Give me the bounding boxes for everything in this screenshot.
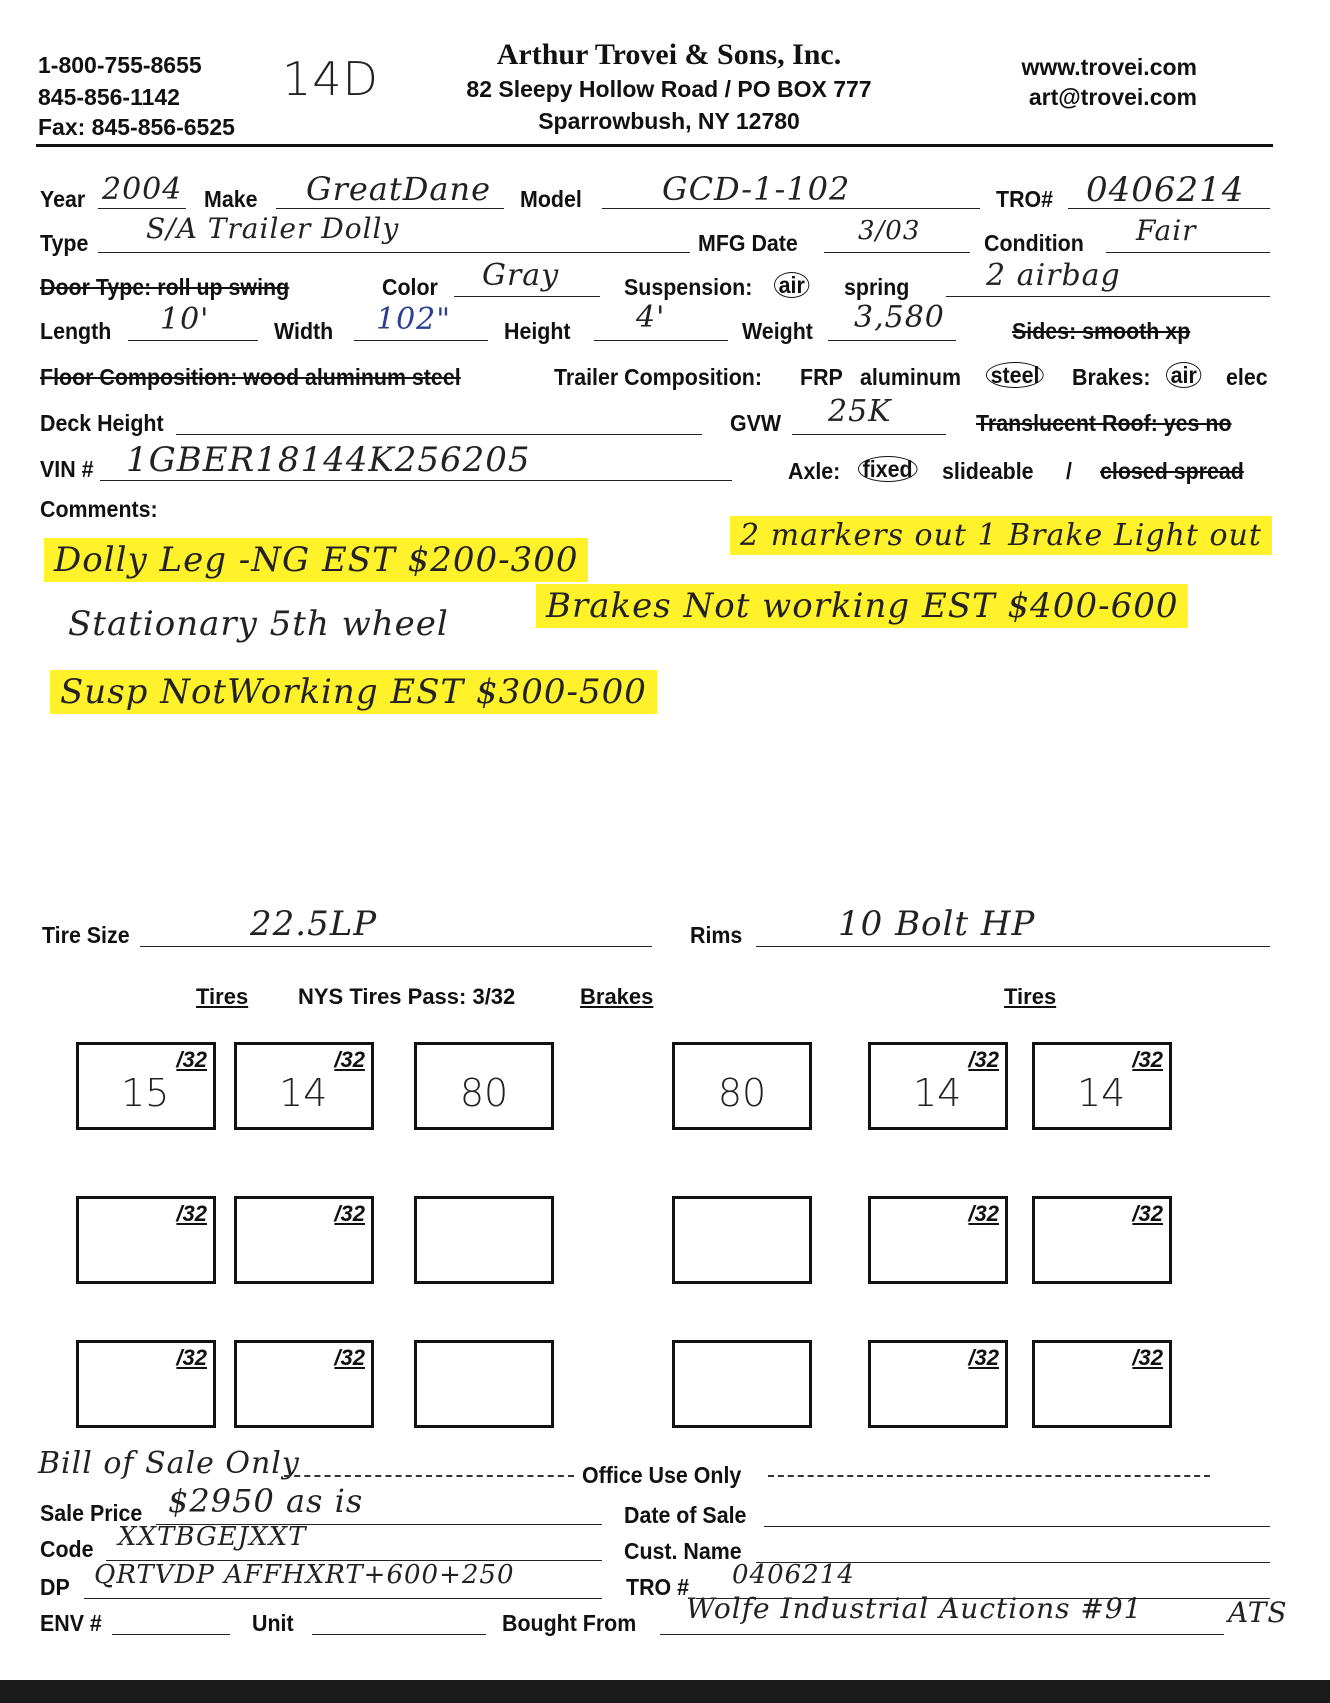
- tire-box-r2-c5[interactable]: /32: [868, 1196, 1008, 1284]
- header-rule: [36, 144, 1273, 147]
- tire-size-line: [140, 946, 652, 947]
- code-label: Code: [40, 1536, 94, 1562]
- company-address-2: Sparrowbush, NY 12780: [538, 108, 800, 134]
- gvw-value[interactable]: 25K: [828, 394, 892, 429]
- deck-height-label: Deck Height: [40, 410, 164, 436]
- tro-office-label: TRO #: [626, 1574, 689, 1600]
- tire-box-r2-c6[interactable]: /32: [1032, 1196, 1172, 1284]
- company-name: Arthur Trovei & Sons, Inc.: [496, 38, 842, 71]
- axle-label: Axle:: [788, 458, 841, 484]
- condition-line: [1106, 252, 1270, 253]
- brake-box-r2-left[interactable]: [414, 1196, 554, 1284]
- bill-of-sale-note[interactable]: Bill of Sale Only: [38, 1446, 300, 1481]
- tire-box-r3-c2[interactable]: /32: [234, 1340, 374, 1428]
- deck-height-line: [176, 434, 702, 435]
- comment-suspension-not-working[interactable]: Susp NotWorking EST $300-500: [50, 672, 657, 712]
- date-of-sale-label: Date of Sale: [624, 1502, 747, 1528]
- type-label: Type: [40, 230, 89, 256]
- tire-box-r1-c6[interactable]: /32 14: [1032, 1042, 1172, 1130]
- mfg-date-line: [824, 252, 970, 253]
- height-label: Height: [504, 318, 571, 344]
- office-use-only-label: Office Use Only: [582, 1462, 742, 1488]
- trailer-comp-steel-option[interactable]: steel: [986, 362, 1044, 389]
- comment-dolly-leg[interactable]: Dolly Leg -NG EST $200-300: [44, 540, 588, 580]
- weight-value[interactable]: 3,580: [854, 300, 945, 335]
- env-line: [112, 1634, 230, 1635]
- gvw-label: GVW: [730, 410, 782, 436]
- tire-box-r3-c1[interactable]: /32: [76, 1340, 216, 1428]
- tire-box-r2-c2[interactable]: /32: [234, 1196, 374, 1284]
- length-label: Length: [40, 318, 112, 344]
- tire-box-r1-c1[interactable]: /32 15: [76, 1042, 216, 1130]
- company-email: art@trovei.com: [1028, 84, 1197, 110]
- tire-size-label: Tire Size: [42, 922, 130, 948]
- phone-1: 1-800-755-8655: [38, 52, 202, 78]
- vin-value[interactable]: 1GBER18144K256205: [126, 440, 531, 480]
- comment-stationary-5th-wheel[interactable]: Stationary 5th wheel: [68, 604, 449, 644]
- tro-office-value[interactable]: 0406214: [732, 1560, 855, 1590]
- rims-line: [756, 946, 1270, 947]
- tire-box-r3-c5[interactable]: /32: [868, 1340, 1008, 1428]
- model-line: [602, 208, 980, 209]
- gvw-line: [792, 434, 946, 435]
- company-website: www.trovei.com: [1021, 54, 1197, 80]
- comments-label: Comments:: [40, 496, 158, 522]
- initials-value[interactable]: ATS: [1228, 1596, 1288, 1629]
- brakes-air-option[interactable]: air: [1166, 362, 1201, 389]
- width-value[interactable]: 102": [376, 302, 452, 337]
- year-label: Year: [40, 186, 86, 212]
- vin-label: VIN #: [40, 456, 94, 482]
- dp-line: [84, 1598, 602, 1599]
- date-of-sale-line: [764, 1526, 1270, 1527]
- mfg-date-value[interactable]: 3/03: [858, 216, 921, 246]
- tro-label: TRO#: [996, 186, 1054, 212]
- year-value[interactable]: 2004: [102, 172, 183, 207]
- suspension-air-option[interactable]: air: [774, 272, 809, 299]
- floor-composition-options: Floor Composition: wood aluminum steel: [40, 364, 461, 390]
- brake-box-r3-left[interactable]: [414, 1340, 554, 1428]
- year-line: [98, 208, 186, 209]
- office-rule-left: [284, 1475, 574, 1477]
- axle-slash: /: [1066, 458, 1072, 484]
- make-label: Make: [204, 186, 258, 212]
- company-address-1: 82 Sleepy Hollow Road / PO BOX 777: [466, 76, 872, 102]
- length-value[interactable]: 10': [160, 302, 210, 337]
- bought-from-value[interactable]: Wolfe Industrial Auctions #91: [686, 1592, 1143, 1625]
- width-line: [354, 340, 488, 341]
- weight-line: [828, 340, 956, 341]
- suspension-note-line: [946, 296, 1270, 297]
- scan-bottom-edge: [0, 1680, 1330, 1703]
- trailer-composition-label: Trailer Composition:: [554, 364, 762, 390]
- tires-left-header: Tires: [196, 984, 249, 1009]
- type-value[interactable]: S/A Trailer Dolly: [146, 212, 400, 245]
- suspension-spring-option[interactable]: spring: [844, 274, 910, 300]
- nys-tires-pass-header: NYS Tires Pass: 3/32: [298, 984, 516, 1009]
- condition-value[interactable]: Fair: [1136, 214, 1197, 247]
- make-line: [276, 208, 504, 209]
- lot-number-handwritten: 14D: [282, 52, 379, 106]
- axle-closed-spread-options: closed spread: [1100, 458, 1244, 484]
- height-line: [594, 340, 728, 341]
- tro-value[interactable]: 0406214: [1086, 170, 1245, 210]
- env-label: ENV #: [40, 1610, 102, 1636]
- sale-price-label: Sale Price: [40, 1500, 143, 1526]
- brakes-header: Brakes: [580, 984, 654, 1009]
- model-value[interactable]: GCD-1-102: [662, 170, 851, 208]
- translucent-roof-options: Translucent Roof: yes no: [976, 410, 1232, 436]
- brake-box-r1-right[interactable]: 80: [672, 1042, 812, 1130]
- trailer-comp-aluminum-option[interactable]: aluminum: [860, 364, 962, 390]
- width-label: Width: [274, 318, 334, 344]
- weight-label: Weight: [742, 318, 813, 344]
- type-line: [98, 252, 690, 253]
- mfg-date-label: MFG Date: [698, 230, 798, 256]
- dp-value[interactable]: QRTVDP AFFHXRT+600+250: [94, 1560, 515, 1590]
- comment-brakes-not-working[interactable]: Brakes Not working EST $400-600: [536, 586, 1188, 626]
- cust-name-label: Cust. Name: [624, 1538, 742, 1564]
- brake-box-r3-right[interactable]: [672, 1340, 812, 1428]
- unit-label: Unit: [252, 1610, 294, 1636]
- brakes-elec-option[interactable]: elec: [1226, 364, 1268, 390]
- trailer-comp-frp-option[interactable]: FRP: [800, 364, 843, 390]
- tire-box-r2-c1[interactable]: /32: [76, 1196, 216, 1284]
- suspension-note-value[interactable]: 2 airbag: [986, 258, 1121, 293]
- dp-label: DP: [40, 1574, 70, 1600]
- sides-options: Sides: smooth xp: [1012, 318, 1191, 344]
- tire-size-value[interactable]: 22.5LP: [250, 904, 378, 944]
- color-value[interactable]: Gray: [482, 258, 560, 293]
- tires-right-header: Tires: [1004, 984, 1057, 1009]
- condition-label: Condition: [984, 230, 1084, 256]
- comment-markers-out[interactable]: 2 markers out 1 Brake Light out: [730, 518, 1272, 553]
- brake-box-r2-right[interactable]: [672, 1196, 812, 1284]
- bought-from-label: Bought From: [502, 1610, 637, 1636]
- axle-fixed-option[interactable]: fixed: [858, 456, 917, 483]
- tire-box-r1-c5[interactable]: /32 14: [868, 1042, 1008, 1130]
- brake-box-r1-left[interactable]: 80: [414, 1042, 554, 1130]
- vin-line: [100, 480, 732, 481]
- sale-price-value[interactable]: $2950 as is: [168, 1482, 364, 1520]
- make-value[interactable]: GreatDane: [306, 170, 492, 208]
- door-type-options: Door Type: roll up swing: [40, 274, 290, 300]
- code-value[interactable]: XXTBGEJXXT: [118, 1522, 307, 1552]
- model-label: Model: [520, 186, 582, 212]
- unit-line: [312, 1634, 486, 1635]
- phone-2: 845-856-1142: [38, 84, 180, 110]
- fax-number: Fax: 845-856-6525: [38, 114, 235, 140]
- rims-label: Rims: [690, 922, 743, 948]
- suspension-label: Suspension:: [624, 274, 753, 300]
- bought-from-line: [660, 1634, 1224, 1635]
- rims-value[interactable]: 10 Bolt HP: [838, 904, 1036, 944]
- tire-box-r1-c2[interactable]: /32 14: [234, 1042, 374, 1130]
- axle-slideable-option[interactable]: slideable: [942, 458, 1034, 484]
- color-line: [454, 296, 600, 297]
- color-label: Color: [382, 274, 438, 300]
- height-value[interactable]: 4': [636, 300, 666, 335]
- office-rule-right: [768, 1475, 1210, 1477]
- tire-box-r3-c6[interactable]: /32: [1032, 1340, 1172, 1428]
- length-line: [128, 340, 258, 341]
- brakes-label: Brakes:: [1072, 364, 1151, 390]
